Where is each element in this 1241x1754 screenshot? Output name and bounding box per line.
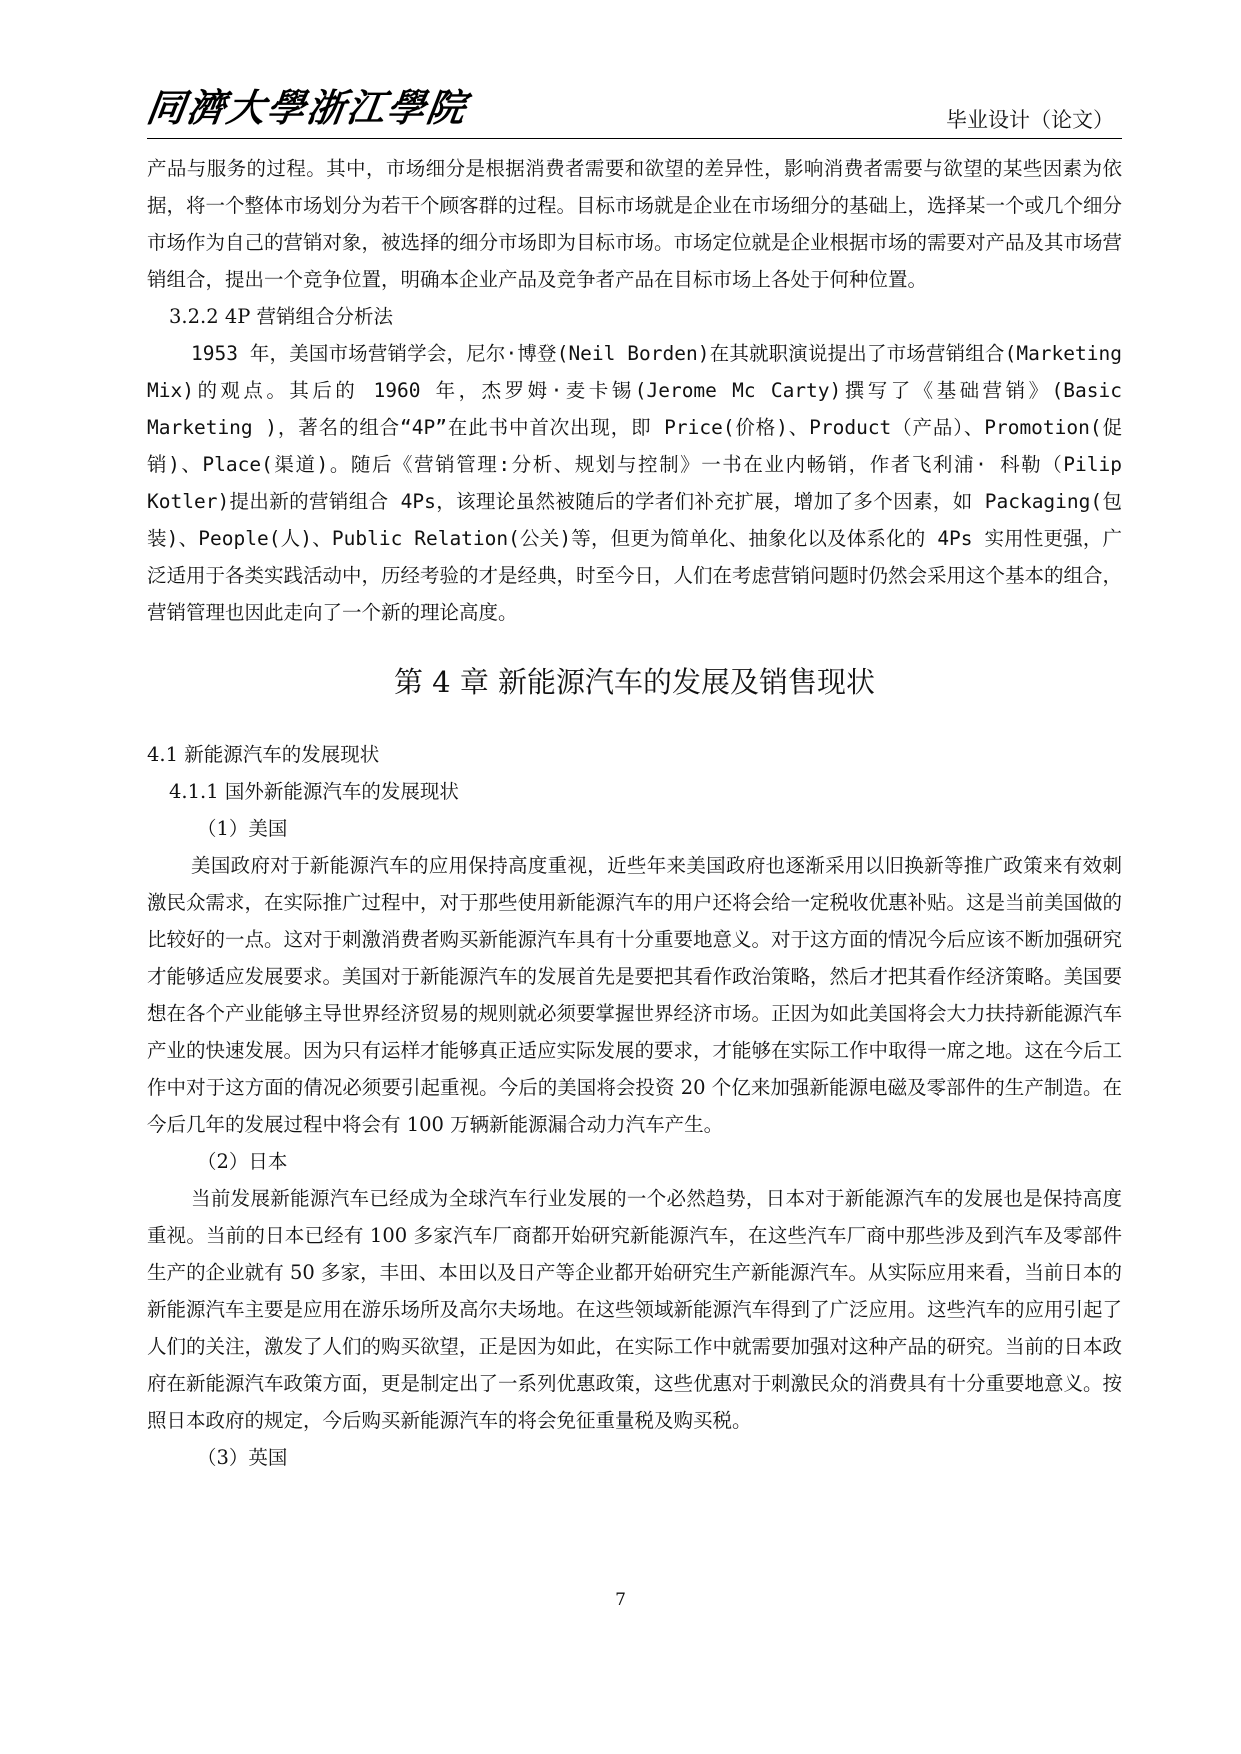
paragraph-market-segmentation: 产品与服务的过程。其中，市场细分是根据消费者需要和欲望的差异性，影响消费者需要与欲望的某些因素为依据，将一个整体市场划分为若干个顾客群的过程。目标市场就是企业在市场细分的基础上，选择某一个或几个细分市场作为自己的营销对象，被选择的细分市场即为目标市场。市场定位就是企业根据市场的需要对产品及其市场营销组合，提出一个竞争位置，明确本企业产品及竞争者产品在目标市场上各处于何种位置。: [147, 157, 1123, 291]
page-body: [147, 150, 1122, 1476]
university-logo: 同濟大學浙江學院: [143, 85, 471, 130]
paragraph-japan: 当前发展新能源汽车已经成为全球汽车行业发展的一个必然趋势，日本对于新能源汽车的发展也是保持高度重视。当前的日本已经有 100 多家汽车厂商都开始研究新能源汽车，在这些汽车厂商中那些涉及到汽车及零部件生产的企业就有 50 多家，丰田、本田以及日产等企业都开始研究生产新能源汽车。从实际应用来看，当前日本的新能源汽车主要是应用在游乐场所及高尔夫场地。在这些领域新能源汽车得到了广泛应用。这些汽车的应用引起了人们的关注，激发了人们的购买欲望，正是因为如此，在实际工作中就需要加强对这种产品的研究。当前的日本政府在新能源汽车政策方面，更是制定出了一系列优惠政策，这些优惠对于刺激民众的消费具有十分重要地意义。按照日本政府的规定，今后购买新能源汽车的将会免征重量税及购买税。: [147, 1187, 1123, 1432]
subheading-japan: （2）日本: [197, 1150, 288, 1173]
page-header: [143, 84, 1122, 136]
section-heading-3-2-2: 3.2.2 4P 营销组合分析法: [169, 305, 394, 328]
section-heading-4-1: 4.1 新能源汽车的发展现状: [147, 743, 380, 766]
paragraph-usa: 美国政府对于新能源汽车的应用保持高度重视，近些年来美国政府也逐渐采用以旧换新等推广政策来有效刺激民众需求，在实际推广过程中，对于那些使用新能源汽车的用户还将会给一定税收优惠补贴。这是当前美国做的比较好的一点。这对于刺激消费者购买新能源汽车具有十分重要地意义。对于这方面的情况今后应该不断加强研究才能够适应发展要求。美国对于新能源汽车的发展首先是要把其看作政治策略，然后才把其看作经济策略。美国要想在各个产业能够主导世界经济贸易的规则就必须要掌握世界经济市场。正因为如此美国将会大力扶持新能源汽车产业的快速发展。因为只有运样才能够真正适应实际发展的要求，才能够在实际工作中取得一席之地。这在今后工作中对于这方面的倩况必须要引起重视。今后的美国将会投资 20 个亿来加强新能源电磁及零部件的生产制造。在今后几年的发展过程中将会有 100 万辆新能源漏合动力汽车产生。: [147, 854, 1123, 1136]
subheading-usa: （1）美国: [197, 817, 288, 840]
header-doc-type: 毕业设计（论文）: [946, 108, 1114, 132]
chapter-title: 第 4 章 新能源汽车的发展及销售现状: [393, 665, 876, 699]
header-divider: [147, 138, 1122, 139]
page-number: 7: [615, 1590, 626, 1610]
paragraph-4p-history: 1953 年，美国市场营销学会，尼尔·博登(Neil Borden)在其就职演说提出了市场营销组合(Marketing Mix)的观点。其后的 1960 年，杰罗姆·麦卡锡(Jerome Mc Carty)撰写了《基础营销》(Basic Marketing )，著名的组合“4P”在此书中首次出现，即 Price(价格)、Product（产品）、Promotion(促销)、Place(渠道)。随后《营销管理:分析、规划与控制》一书在业内畅销，作者飞利浦· 科勒（Pilip Kotler)提出新的营销组合 4Ps，该理论虽然被随后的学者们补充扩展，增加了多个因素，如 Packaging(包装)、People(人)、Public Relation(公关)等，但更为简单化、抽象化以及体系化的 4Ps 实用性更强，广泛适用于各类实践活动中，历经考验的才是经典，时至今日，人们在考虑营销问题时仍然会采用这个基本的组合，营销管理也因此走向了一个新的理论高度。: [147, 342, 1123, 624]
section-heading-4-1-1: 4.1.1 国外新能源汽车的发展现状: [169, 780, 459, 803]
subheading-uk: （3）英国: [197, 1446, 288, 1469]
